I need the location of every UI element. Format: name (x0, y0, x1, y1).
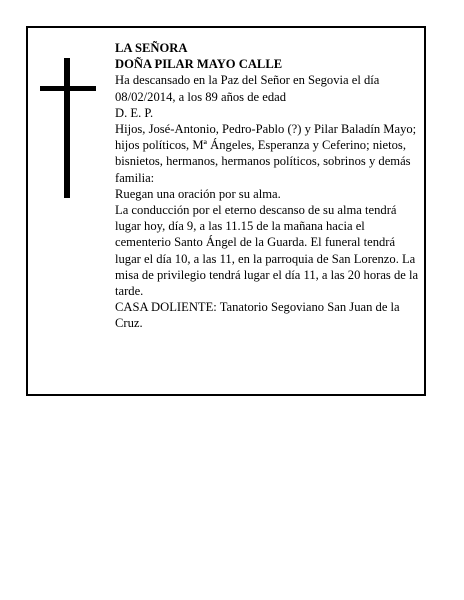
cross-vertical-bar (64, 58, 70, 198)
notice-title: LA SEÑORA (115, 41, 188, 55)
notice-text (115, 40, 421, 332)
family-list: Hijos, José-Antonio, Pedro-Pablo (?) y Pilar Baladín Mayo; hijos políticos, Mª Ángeles, Esperanza y Ceferino; nietos, bisnietos, hermanos, hermanos políticos, sobrinos y demás familia: (115, 122, 417, 185)
funeral-home: CASA DOLIENTE: Tanatorio Segoviano San Juan de la Cruz. (115, 300, 400, 331)
latin-cross-icon (40, 58, 96, 198)
death-announcement: Ha descansado en la Paz del Señor en Segovia el día 08/02/2014, a los 89 años de edad (115, 73, 380, 104)
cross-horizontal-bar (40, 86, 96, 91)
prayer-request: Ruegan una oración por su alma. (115, 186, 281, 201)
ceremony-details: La conducción por el eterno descanso de su alma tendrá lugar hoy, día 9, a las 11.15 de la mañana hacia el cementerio Santo Ángel de la Guarda. El funeral tendrá lugar el día 10, a las 11, en la parroquia de San Lorenzo. La misa de privilegio tendrá lugar el día 11, a las 20 horas de la tarde. (115, 203, 419, 299)
obituary-notice (26, 26, 426, 396)
deceased-name: DOÑA PILAR MAYO CALLE (115, 57, 283, 72)
rest-in-peace: D. E. P. (115, 105, 154, 120)
